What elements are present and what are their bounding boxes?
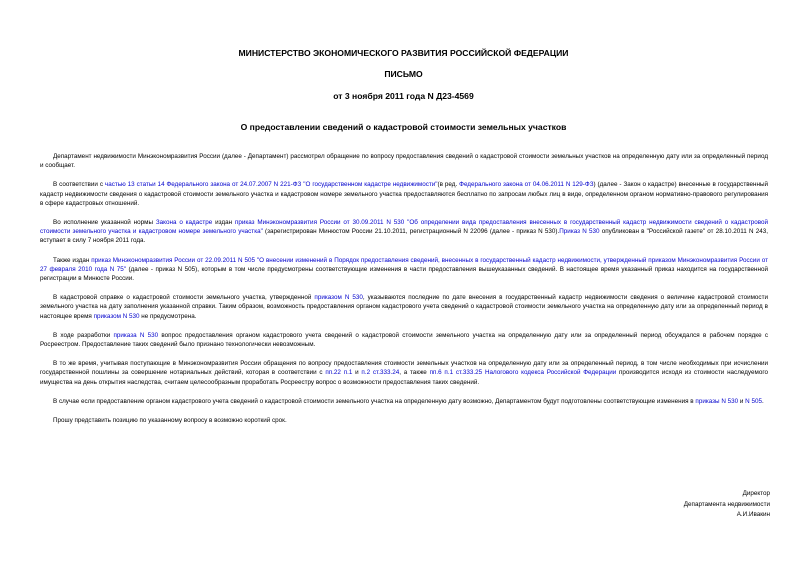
order-530-link[interactable]: приказа N 530 xyxy=(113,331,159,339)
paragraph-text: Прошу представить позицию по указанному вопросу в возможно короткий срок. xyxy=(53,417,287,425)
signatory-name: А.И.Ивакин xyxy=(736,511,770,518)
paragraph-1 xyxy=(40,152,768,170)
order-505-full-link[interactable]: приказ Минэкономразвития России от 22.09.2011 N 505 "О внесении изменений в Порядок предоставления сведений, внесенных в государственный кадастр недвижимости, утвержденный приказом Минэкономразвития России от 27 февраля 2010 года N 75" xyxy=(40,256,768,273)
paragraph-text: и xyxy=(352,369,362,377)
paragraph-text: , указываются последние по дате внесения в государственный кадастр недвижимости сведения о величине кадастровой стоимости земельного участка на дату заполнения указанной справки. Таким образом, возможность предоставления органом кадастрового учета сведений о кадастровой стоимости земельного участка на определенную дату или за определенный период в настоящее время xyxy=(40,294,768,320)
paragraph-text: Департамент недвижимости Минэкономразвития России (далее - Департамент) рассмотрел обращение по вопросу предоставления сведений о кадастровой стоимости земельных участков на определенную дату или за определенный период и сообщает. xyxy=(40,153,768,170)
order-530-link[interactable]: приказом N 530 xyxy=(93,312,140,320)
order-530-full-link[interactable]: приказ Минэкономразвития России от 30.09.2011 N 530 "Об определении вида предоставления внесенных в государственный кадастр недвижимости сведений о кадастровой стоимости земельного участка и кадастровом номере земельного участка" xyxy=(40,219,769,236)
document-subject: О предоставлении сведений о кадастровой стоимости земельных участков xyxy=(240,122,567,132)
letter-body xyxy=(40,152,768,435)
paragraph-text: Также издан xyxy=(53,256,92,264)
cadastre-law-link[interactable]: Закона о кадастре xyxy=(155,219,213,227)
tax-code-pp22-link[interactable]: пп.22 п.1 xyxy=(325,369,353,377)
paragraph-text: (в ред. xyxy=(437,181,460,189)
paragraph-text: Во исполнение указанной нормы xyxy=(53,219,156,227)
paragraph-text: опубликован в "Российской газете" от 28.10.2011 N 243, вступает в силу 7 ноября 2011 года. xyxy=(40,228,769,245)
paragraph-8 xyxy=(40,397,768,406)
paragraph-text: издан xyxy=(212,219,235,227)
paragraph-text: производится исходя из стоимости наследуемого имущества на день открытия наследства, считаем целесообразным проработать Росреестру вопрос о возможности предоставления таких сведений. xyxy=(40,369,768,386)
paragraph-text: В то же время, учитывая поступающие в Минэкономразвития России обращения по вопросу предоставления стоимости земельных участков на определенную дату или за определенный период, в том числе необходимых при исчислении государственной пошлины за совершение нотариальных действий, которая в соответствии с xyxy=(40,360,768,377)
paragraph-6 xyxy=(40,331,768,349)
paragraph-4 xyxy=(40,256,768,284)
paragraph-2 xyxy=(40,180,768,208)
paragraph-text: не предусмотрена. xyxy=(139,312,197,320)
paragraph-text: вопрос предоставления органом кадастрового учета сведений о кадастровой стоимости земельного участка на определенную дату или за определенный период обсуждался в рабочем порядке с Росреестром. Предоставление таких сведений было признано технологически невозможным. xyxy=(40,331,768,349)
paragraph-text: . xyxy=(761,397,764,405)
tax-code-333-25-link[interactable]: пп.6 п.1 ст.333.25 Налогового кодекса Российской Федерации xyxy=(429,369,617,377)
order-505-link[interactable]: N 505 xyxy=(745,397,762,405)
law-129-fz-link[interactable]: Федерального закона от 04.06.2011 N 129-ФЗ xyxy=(459,181,594,189)
ministry-name: МИНИСТЕРСТВО ЭКОНОМИЧЕСКОГО РАЗВИТИЯ РОССИЙСКОЙ ФЕДЕРАЦИИ xyxy=(238,48,569,58)
paragraph-text: и xyxy=(738,397,746,405)
signatory-title: Директор xyxy=(742,490,770,497)
tax-code-333-24-link[interactable]: п.2 ст.333.24 xyxy=(361,369,400,377)
paragraph-3 xyxy=(40,218,768,246)
order-530-link[interactable]: приказом N 530 xyxy=(314,294,363,302)
paragraph-text: ) (далее - Закон о кадастре) внесенные в государственный кадастр недвижимости сведения о кадастровой стоимости земельного участка и кадастровом номере земельного участка предоставляются бесплатно по запросам любых лиц в виде, определенном органом нормативно-правового регулирования в сфере кадастровых отношений. xyxy=(40,181,768,207)
orders-530-link[interactable]: приказы N 530 xyxy=(695,397,739,405)
law-221-fz-link[interactable]: частью 13 статьи 14 Федерального закона от 24.07.2007 N 221-ФЗ "О государственном кадастре недвижимости" xyxy=(104,181,438,189)
paragraph-5 xyxy=(40,293,768,321)
paragraph-text: (далее - приказ N 505), которым в том числе предусмотрены соответствующие изменения в части предоставления вышеуказанных сведений. В настоящее время указанный приказ находится на государственной регистрации в Минюсте России. xyxy=(40,265,768,283)
paragraph-text: В случае если предоставление органом кадастрового учета сведений о кадастровой стоимости земельного участка на определенную дату возможно, Департаментом будут подготовлены соответствующие изменения в xyxy=(53,397,696,405)
paragraph-text: В кадастровой справке о кадастровой стоимости земельного участка, утвержденной xyxy=(53,294,315,302)
paragraph-7 xyxy=(40,359,768,387)
paragraph-9 xyxy=(40,416,768,425)
paragraph-text: В соответствии с xyxy=(53,181,105,189)
signatory-department: Департамента недвижимости xyxy=(683,500,770,508)
document-type: ПИСЬМО xyxy=(384,69,423,79)
paragraph-text: (зарегистрирован Минюстом России 21.10.2011, регистрационный N 22096 (далее - приказ N 530). xyxy=(262,228,560,236)
paragraph-text: В ходе разработки xyxy=(53,331,114,339)
signature-block xyxy=(684,489,770,521)
order-530-link[interactable]: Приказ N 530 xyxy=(559,228,600,236)
document-date-number: от 3 ноября 2011 года N Д23-4569 xyxy=(333,91,474,101)
paragraph-text: , а также xyxy=(399,369,430,377)
